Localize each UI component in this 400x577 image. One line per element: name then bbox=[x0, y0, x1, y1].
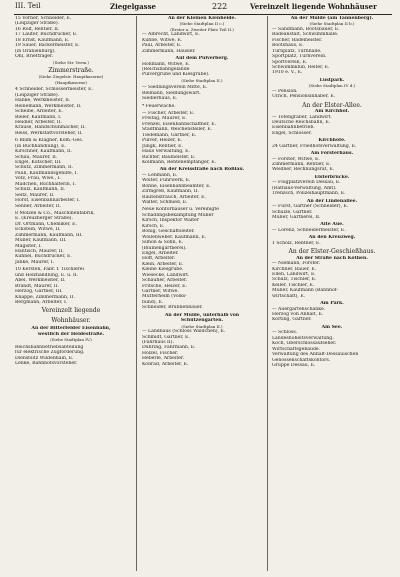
directory-entry: Fischer, Bademeister. bbox=[272, 37, 323, 43]
directory-entry: Zimmermann, Häusler. bbox=[142, 48, 196, 54]
section-heading: An der Straße nach Köthen. bbox=[296, 255, 368, 261]
directory-entry: Herzog, Gärtner, III. bbox=[15, 289, 63, 295]
directory-entry: Siedlerhaus, E. bbox=[142, 96, 178, 102]
directory-entry: Reiss, Werkstattvorsteher, II. bbox=[15, 130, 83, 136]
section-heading: Schützengarten. bbox=[180, 318, 224, 324]
directory-entry: Abel, Werkmeister, II. bbox=[15, 278, 66, 284]
directory-entry: (Blumengärtnerei). bbox=[142, 245, 187, 251]
section-heading: An der Kleinen Kienheide. bbox=[167, 16, 236, 21]
directory-entry: Müller, Kaufmann, III. bbox=[15, 238, 67, 244]
directory-entry: Seitz, Maurer, II. bbox=[15, 192, 55, 198]
directory-entry: Wiesecke, Landwirt. bbox=[142, 272, 190, 278]
column-middle bbox=[142, 16, 262, 571]
page-header bbox=[0, 2, 400, 12]
column-right bbox=[272, 16, 392, 571]
directory-entry: Hanke, Werkmeister, II. bbox=[15, 98, 71, 104]
directory-entry: 10 Kersten, Fabr. f. Tischlerei bbox=[15, 267, 84, 273]
directory-entry: Paul, Arbeiter, E. bbox=[142, 43, 182, 49]
directory-entry: — Sandmann, Bootsbauer, E. bbox=[272, 26, 340, 32]
section-heading: Kirchhöfe. bbox=[318, 138, 346, 144]
directory-entry: Horst, Eisenbahnarbeiter, I. bbox=[15, 198, 81, 204]
directory-entry: 1 Schölz, Rentner, E. bbox=[272, 240, 321, 246]
directory-entry: Müller, Gärtnerei, II. bbox=[272, 214, 321, 220]
section-heading: An der Elster-Allee. bbox=[302, 101, 362, 109]
directory-entry: Frenzel, Eisenbahnschaffner, E. bbox=[142, 121, 217, 127]
page-number: 222 bbox=[212, 2, 228, 11]
directory-entry: Krause, Handschuhmacher, II. bbox=[15, 125, 86, 131]
section-heading: (Siehe Stadtplan IV.) bbox=[50, 337, 92, 343]
section-heading: (Siehe Stadtplan IV d.) bbox=[308, 83, 356, 89]
directory-entry: (Rathaus-Verwaltung, Amt). bbox=[272, 185, 337, 191]
directory-entry: Konrad, Arbeiter, E. bbox=[142, 361, 189, 367]
directory-entry: Kirsch, E. bbox=[142, 223, 165, 229]
directory-entry: Magister, I. bbox=[15, 243, 42, 249]
directory-entry: Schwimmklub, Reiter, E. bbox=[272, 64, 330, 70]
directory-entry: Wirtschaftsgebäude. bbox=[272, 346, 321, 352]
directory-entry: Tiedemann, Gärtner, E. bbox=[142, 132, 197, 138]
directory-entry: Landeshöheitsverwaltung. bbox=[272, 335, 334, 341]
directory-entry: — Pension. bbox=[272, 88, 298, 94]
directory-entry: — Totengräber, Landwirt. bbox=[272, 114, 332, 120]
section-heading: An der Mulde (am Tannenberg). bbox=[290, 16, 374, 21]
directory-entry: Schütz, Zimmermann, II. bbox=[15, 165, 74, 171]
directory-entry: Mütterheim (Volks- bbox=[142, 294, 187, 300]
directory-entry: Kirchner, Bauer, E. bbox=[272, 266, 317, 272]
column-divider bbox=[267, 16, 268, 571]
directory-entry: Engel, Kutscher, III. bbox=[15, 160, 62, 165]
directory-entry: Janke, Maurer, I. bbox=[15, 259, 55, 265]
directory-entry: Knappe, Zimmermann, II. bbox=[15, 294, 75, 300]
directory-entry: 24 Gärtner, Friedhofsverwaltung, E. bbox=[272, 143, 357, 149]
directory-entry: Gärtner, Witwe. bbox=[142, 289, 179, 294]
column-divider bbox=[136, 16, 137, 571]
directory-entry: — Auergartenschänke. bbox=[272, 306, 326, 312]
directory-entry: Scheibe, Arbeiter, E. bbox=[15, 109, 64, 115]
directory-entry: Gruppe Dessau, E. bbox=[272, 362, 316, 368]
directory-entry: 6 Blum & Klagner, Kom.-Ges. bbox=[15, 138, 84, 144]
directory-entry: Dr. Ortmann, Chemiker, E. bbox=[15, 221, 77, 227]
directory-entry: — Förster, Witwe, E. bbox=[272, 156, 320, 162]
directory-entry: Deutsche Reichsbahn, E. bbox=[272, 119, 331, 125]
directory-entry: Eisenbahnbetrieb. bbox=[272, 125, 315, 131]
directory-entry: Hoff, Arbeiter. bbox=[142, 256, 176, 262]
directory-entry: Pulvergrube und Kiesgrube). bbox=[142, 72, 210, 78]
section-heading: Zimmerstraße. bbox=[48, 66, 94, 74]
section-heading: An der Kreisstraße nach Roßlau. bbox=[159, 167, 245, 173]
directory-entry: Trenzsch, Polizeihauptmann, E. bbox=[272, 191, 346, 197]
section-heading: Am Park. bbox=[320, 301, 344, 307]
section-heading: An den Kreuzweg. bbox=[308, 235, 356, 241]
directory-entry: 4 Schneider, Schlossermeister, E. bbox=[15, 87, 93, 93]
column-left bbox=[15, 16, 127, 571]
directory-entry: Heidler, Arbeiter, II. bbox=[15, 119, 62, 125]
directory-entry: Genossenschaftskontors. bbox=[272, 357, 331, 363]
directory-entry: Ellen, Landwirt, E. bbox=[272, 271, 316, 277]
directory-entry: Schneider, Brunnenbauer. bbox=[142, 305, 203, 311]
directory-entry: Senner, Arbeiter, II. bbox=[15, 203, 62, 209]
directory-entry: — Lehmann, E. bbox=[142, 172, 178, 178]
directory-entry: Engel, Arbeiter. bbox=[142, 250, 179, 256]
directory-entry: Reinemann, Werkmeister, II. bbox=[15, 103, 82, 109]
directory-entry: (Leipziger Straße). bbox=[15, 92, 60, 98]
directory-entry: Bohne, Eisenbahnbeamter, E. bbox=[142, 183, 211, 189]
directory-entry: Haus Verwaltung, E. bbox=[142, 149, 190, 155]
directory-entry: Kühnel, Buchdrucker, E. bbox=[15, 254, 72, 260]
section-heading: (Siehe Stadtplan II b.) bbox=[309, 21, 355, 27]
directory-entry: Votz, Frau, Wwe., I. bbox=[15, 176, 61, 182]
directory-entry: Pulver, Heizer, E. bbox=[142, 138, 183, 144]
directory-entry: — Flugplatzverein Dessau, E. bbox=[272, 180, 341, 186]
section-heading: An der Lindenallee. bbox=[306, 198, 358, 204]
section-heading: Am Försterhaus. bbox=[310, 151, 354, 157]
directory-entry: Freitag, Maurer, E. bbox=[142, 116, 187, 122]
directory-entry: — Siedlungsverein Mitte, E. bbox=[142, 85, 208, 91]
directory-entry: Zimmermann, Rentier, E. bbox=[272, 162, 331, 167]
directory-entry: 18 Ernst, Kaufmann, E. bbox=[15, 37, 70, 43]
directory-entry: 8 Molzen & Co., Maschinenfabrik, bbox=[15, 210, 95, 216]
section-heading: westlich der Heidestraße. bbox=[37, 331, 105, 337]
directory-entry: Richter, Baumeister, E. bbox=[142, 154, 196, 160]
directory-entry: Weidner, Rechnungsrat, E. bbox=[272, 167, 335, 173]
directory-entry: Badeanstalt, Schwimmhalle. bbox=[272, 32, 339, 38]
directory-entry: Wollenweber, Kaufmann, E. bbox=[142, 234, 207, 240]
directory-entry: — Niemann, Förster. bbox=[272, 261, 321, 267]
section-heading: Am See. bbox=[321, 324, 343, 330]
directory-entry: 15 Vörner, Schneider, E. bbox=[15, 16, 72, 21]
directory-entry: — Albrecht, Landwirt, E. bbox=[142, 32, 200, 38]
directory-entry: Körting, Gärtner. bbox=[272, 317, 312, 323]
directory-entry: (Reichsbahngelände bbox=[142, 66, 190, 72]
section-heading: (Siehe Str. Verm.) bbox=[53, 59, 89, 65]
directory-entry: Schmidt, Gärtner, E. bbox=[142, 334, 190, 340]
directory-entry: Bonig, Geschäftsleiter. bbox=[142, 229, 195, 235]
street-title: Ziegelgasse bbox=[110, 2, 156, 11]
directory-entry: Bieler, Kaufmann, I. bbox=[15, 114, 62, 120]
directory-entry: Dienstsitz Wildenhain, E. bbox=[15, 355, 74, 361]
directory-entry: Fritsche, Heizer, E. bbox=[142, 283, 187, 289]
directory-entry: Reichsbahnbetriebsabteilung bbox=[15, 344, 84, 350]
section-heading: Auf dem Pulverberg. bbox=[175, 56, 229, 62]
directory-entry: Mädchen, Buchhalterin, I. bbox=[15, 181, 76, 187]
directory-entry: Walter, Schmied, E. bbox=[142, 200, 188, 205]
directory-entry: Heberle, Arbeiter. bbox=[142, 356, 185, 362]
directory-entry: Lenke, Bahnhofsvorsteher. bbox=[15, 361, 78, 366]
directory-entry: Ohl, Briefträger. bbox=[15, 54, 54, 60]
section-heading: An der Bitterfelder Eisenbahn, bbox=[31, 326, 111, 332]
directory-entry: Bergmann, Arbeiter, I. bbox=[15, 299, 68, 305]
directory-entry: Zirmgreß, Kaufmann, II. bbox=[142, 189, 199, 195]
section-heading: Elsterbrücke. bbox=[314, 174, 350, 180]
directory-entry: Keller, Tischler, E. bbox=[272, 282, 315, 288]
directory-entry: Rautenstrauch, Arbeiter, E. bbox=[142, 194, 206, 200]
directory-entry: Klein, Arbeiter, E. bbox=[142, 261, 184, 267]
directory-entry: Ulrich, Pensionsinhaber, E. bbox=[272, 94, 336, 100]
directory-entry: und Holzhandlung, E. u. II. bbox=[15, 272, 79, 278]
directory-entry: 17 Lauter, Buchdrucker, E. bbox=[15, 32, 78, 38]
directory-entry: Jungk, Rentier, E. bbox=[142, 143, 183, 149]
directory-entry: * Feuerwache. bbox=[142, 103, 176, 109]
directory-entry: Dühring, Fährmann, E. bbox=[142, 345, 196, 351]
section-heading: Vereinzelt liegende bbox=[41, 307, 101, 315]
directory-entry: Herzog von Anhalt, E. bbox=[272, 312, 324, 317]
directory-entry: Schulz, Tischler, E. bbox=[272, 277, 317, 283]
directory-entry: (in Oranienburg). bbox=[15, 48, 56, 54]
directory-entry: Kirschner, Kaufmann, II. bbox=[15, 149, 73, 155]
section-heading: (Hauptkaserne) bbox=[55, 79, 87, 85]
directory-entry: Neue Kontorhäuser u. Vereinigte bbox=[142, 207, 219, 213]
directory-entry: Kühne, Witwe, E. bbox=[142, 37, 183, 43]
section-heading: An der Elster-Geschießhaus. bbox=[288, 248, 376, 256]
directory-entry: bund), E. bbox=[142, 299, 164, 305]
directory-entry: Schulze, Gärtner. bbox=[272, 209, 313, 215]
directory-entry: wirtschaft), E. bbox=[272, 293, 306, 299]
directory-entry: 1910 e. V., E. bbox=[272, 70, 303, 76]
directory-entry: Koch, Oberschlossaufseher. bbox=[272, 341, 337, 347]
directory-entry: Sportplatz, Turnverein. bbox=[272, 54, 327, 60]
directory-entry: Hohmann, Witwe, E. bbox=[142, 61, 191, 67]
section-heading: Wohnhäuser. bbox=[51, 316, 91, 324]
directory-entry: Reimann, Siedlungswart. bbox=[142, 90, 201, 96]
section-heading: Am Kirchhof. bbox=[314, 109, 350, 115]
section-heading: Lustpark. bbox=[319, 77, 345, 83]
directory-entry: Stadtmann, Weichensteller, E. bbox=[142, 127, 213, 133]
directory-entry: E. (Kreuzberger Straße). bbox=[15, 216, 73, 222]
directory-entry: Turnplatz, Turnhalle. bbox=[272, 48, 322, 54]
section-title: Vereinzelt liegende Wohnhäuser bbox=[250, 2, 377, 11]
section-heading: (Erster u. Zweiter Platz Teil II.) bbox=[170, 26, 234, 32]
header-rule bbox=[14, 14, 392, 15]
directory-entry: Müller, Kaufmann (Bahnhof- bbox=[272, 288, 338, 294]
section-heading: (Siehe Stadtplan II.) bbox=[181, 77, 223, 83]
directory-entry: Schädlingsbekämpfung Müller bbox=[142, 212, 214, 218]
directory-entry: (Fährhaus II). bbox=[142, 339, 174, 345]
directory-entry: Pauli, Kaufmannsgehilfe, I. bbox=[15, 170, 78, 176]
directory-entry: für elektrische Zugförderung. bbox=[15, 350, 85, 356]
section-heading: (Siehe Stadtplan II.) bbox=[181, 323, 223, 329]
section-heading: (Siehe Ziegelstr. Hauptkaserne) bbox=[38, 74, 104, 80]
directory-entry: (Leipziger Straße). bbox=[15, 21, 60, 27]
directory-entry: — Fischer, Arbeiter, E. bbox=[142, 111, 195, 116]
directory-entry: Simon & Sohn, E. bbox=[142, 240, 184, 246]
directory-entry: Zimmermann, Kaufmann, III. bbox=[15, 232, 83, 238]
directory-entry: Sportverein, E. bbox=[272, 59, 308, 65]
section-heading: Alte Aue. bbox=[320, 222, 344, 228]
section-heading: An der Mulde, unterhalb von bbox=[164, 312, 240, 318]
directory-entry: Engel, Schlosser. bbox=[272, 130, 312, 136]
directory-entry: Verwaltung des Anhalt-Dessauischen bbox=[272, 352, 359, 358]
directory-entry: 19 Sauer, Bäckermeister, E. bbox=[15, 43, 80, 49]
section-heading: (Siehe Stadtplan II c.) bbox=[179, 21, 225, 27]
directory-entry: Eckstein, Witwe, II. bbox=[15, 227, 61, 233]
directory-entry: (in Buchhandlung), E. bbox=[15, 143, 66, 149]
directory-entry: Hantisch, Maurer, II. bbox=[15, 249, 64, 254]
directory-entry: Kleine Kiesgrube. bbox=[142, 267, 184, 273]
section-label: III. Teil bbox=[15, 2, 41, 10]
directory-entry: — Fürst, Gärtner (Schneider), E. bbox=[272, 204, 349, 210]
directory-entry: Brandt, Maurer, II. bbox=[15, 283, 59, 289]
directory-entry: Hölzel, Fischer. bbox=[142, 350, 179, 356]
directory-entry: — Landhaus (Schloss Wäldchen), E. bbox=[142, 329, 226, 335]
directory-entry: — Lorenz, Schneidermeister, E. bbox=[272, 227, 346, 233]
directory-entry: Kirsch, Inspektor Walter bbox=[142, 218, 200, 224]
directory-entry: Schau, Maurer, II. bbox=[15, 154, 58, 160]
directory-entry: Kollmann, Rentenempfänger, E. bbox=[142, 159, 217, 165]
directory-entry: 16 Rolf, Rentier, II. bbox=[15, 26, 60, 32]
directory-entry: — Schloss. bbox=[272, 330, 298, 336]
directory-entry: Schulz, Kaufmann, II. bbox=[15, 187, 66, 193]
directory-entry: Schaufler, Arbeiter. bbox=[142, 278, 188, 284]
directory-entry: Wolter, Fuhrwerk, E. bbox=[142, 178, 191, 184]
directory-entry: Bootshaus, E. bbox=[272, 43, 304, 49]
